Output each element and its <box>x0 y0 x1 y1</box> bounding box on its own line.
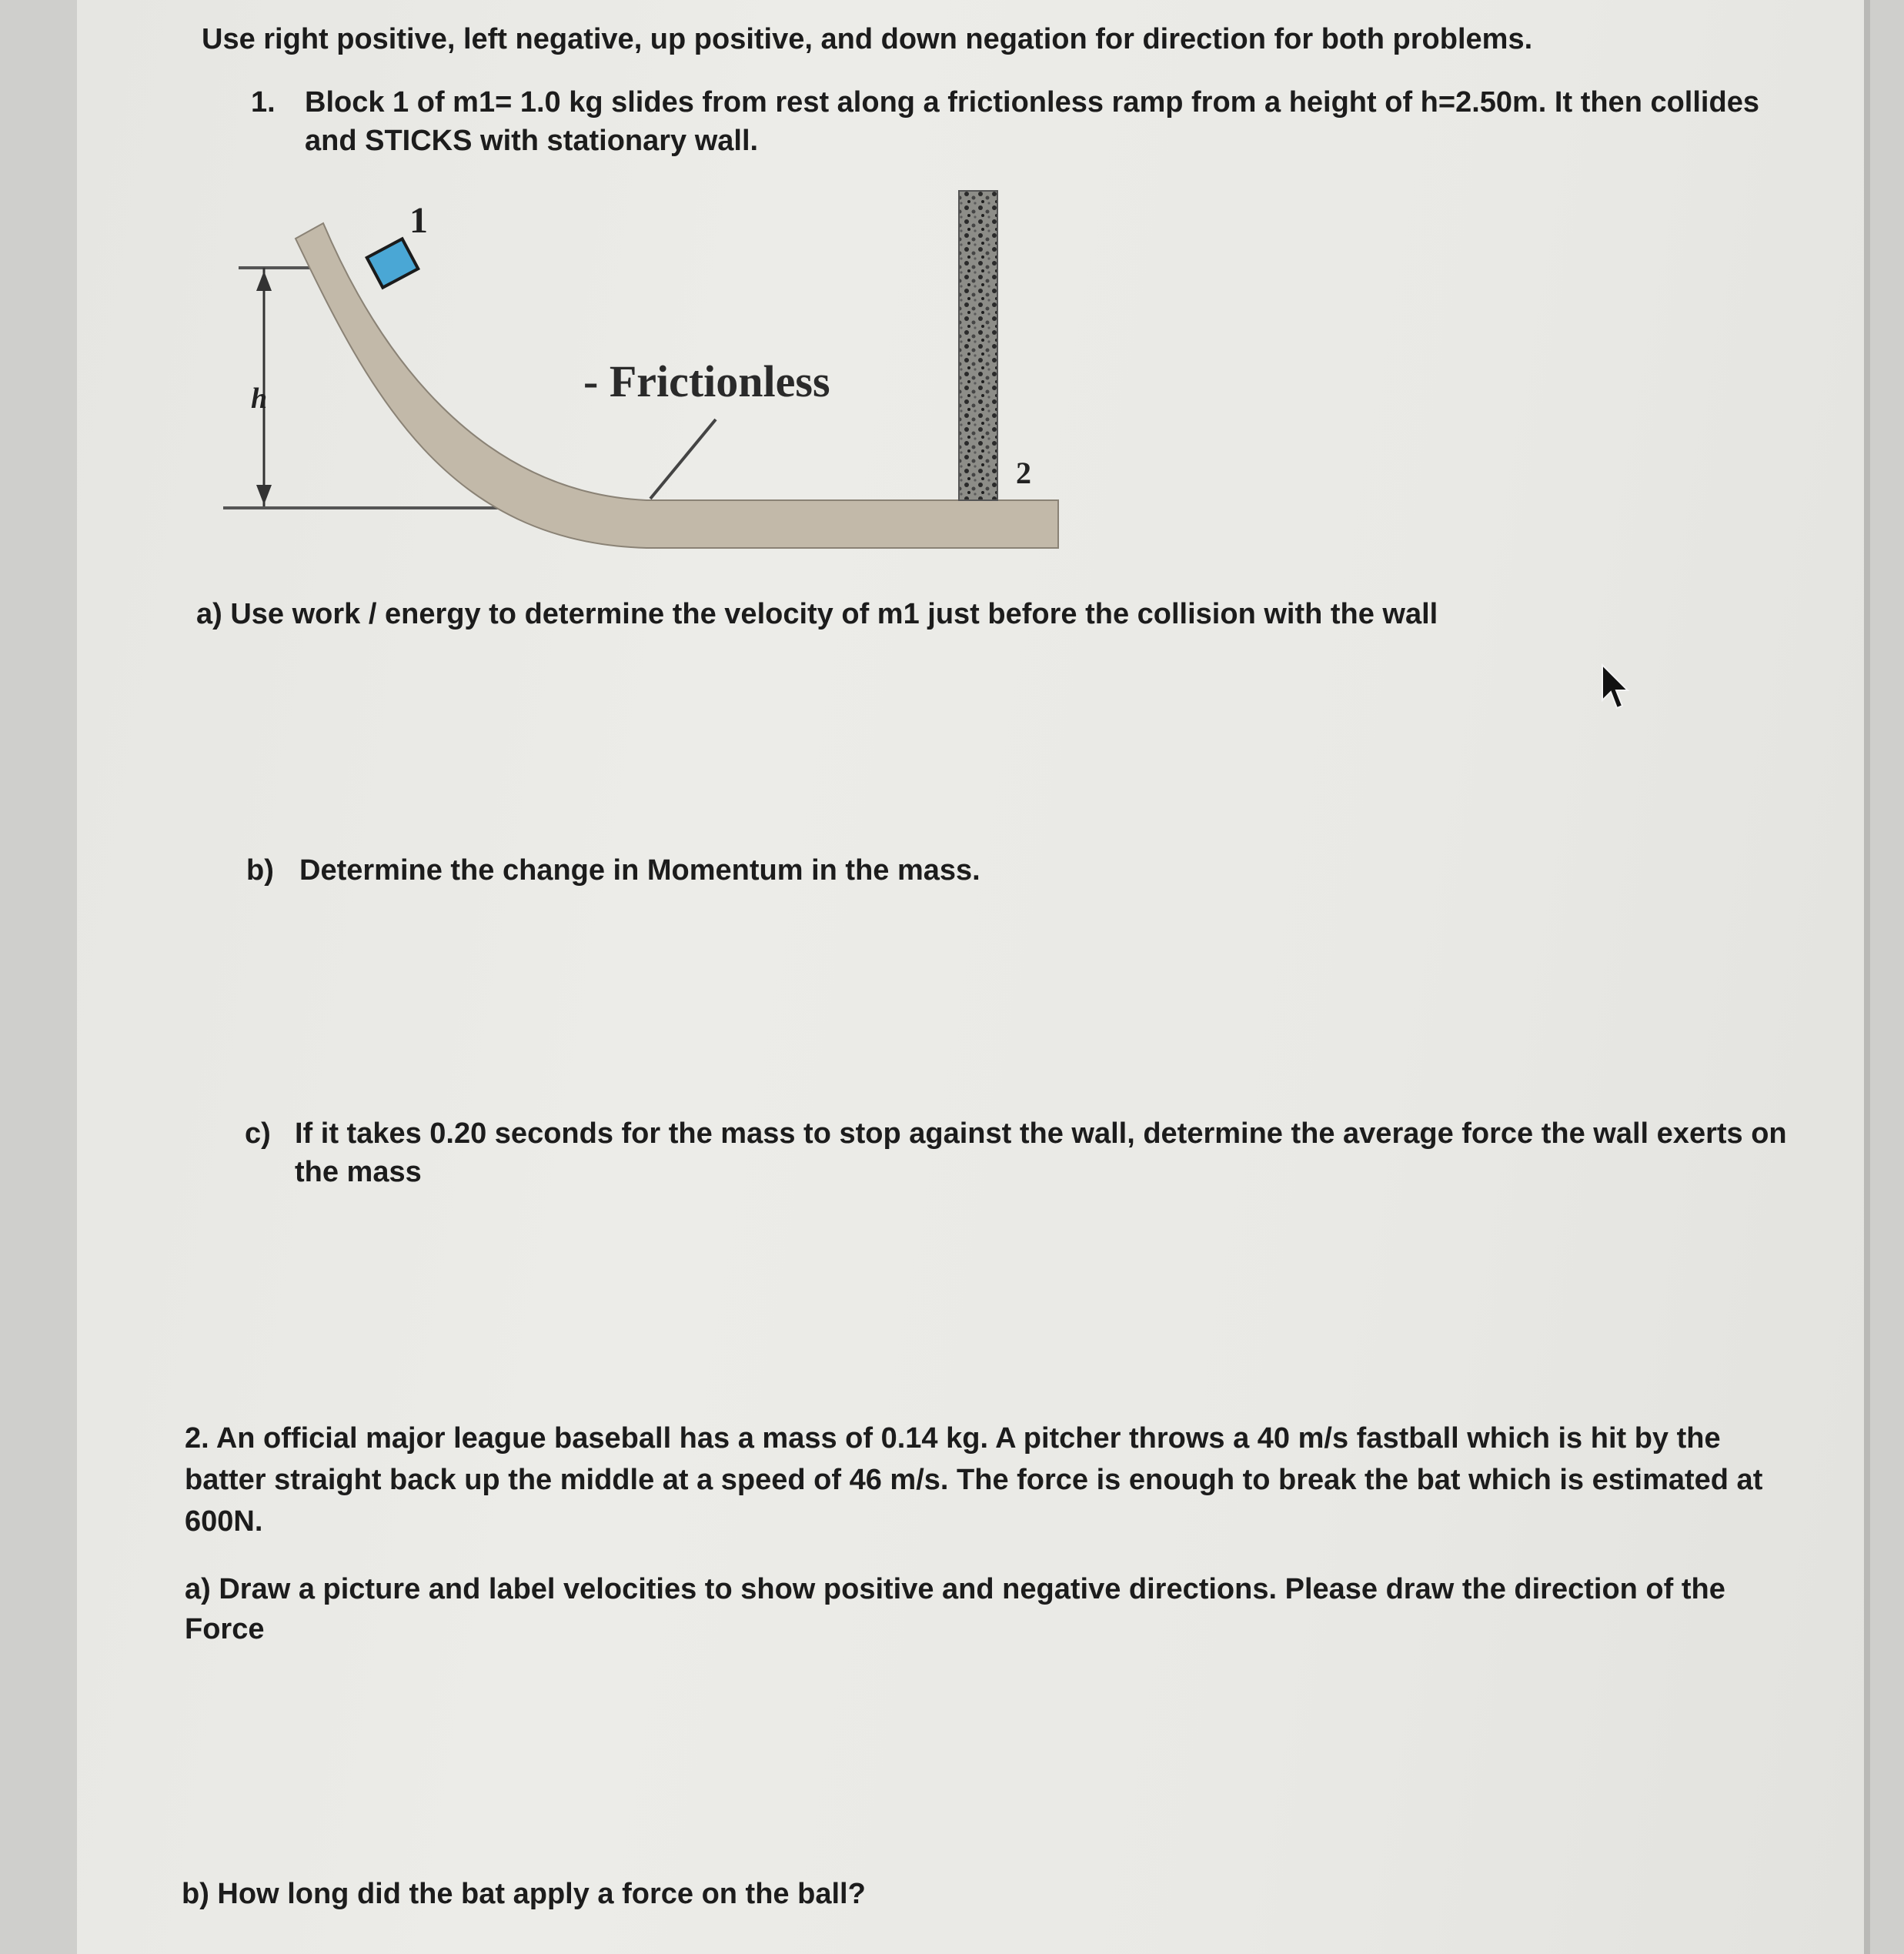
problem-2a-text-line-2: Force <box>185 1613 265 1645</box>
problem-2b-text: b) How long did the bat apply a force on the ball? <box>182 1878 866 1910</box>
problem-1a-text: a) Use work / energy to determine the velocity of m1 just before the collision with the wall <box>196 598 1438 630</box>
problem-1c-text-line-1: If it takes 0.20 seconds for the mass to stop against the wall, determine the average force the wall exerts on <box>295 1117 1787 1150</box>
problem-1-text-line-1: Block 1 of m1= 1.0 kg slides from rest along a frictionless ramp from a height of h=2.50m. It then collides <box>305 86 1759 119</box>
label-leader-line <box>650 419 716 499</box>
arrow-up-icon <box>256 271 272 291</box>
problem-1-number: 1. <box>251 86 276 119</box>
problem-1b-letter: b) <box>246 854 274 887</box>
problem-1c-text-line-2: the mass <box>295 1156 422 1188</box>
problem-1c-letter: c) <box>245 1117 271 1150</box>
mouse-pointer-icon <box>1599 663 1630 713</box>
frictionless-label: - Frictionless <box>583 356 830 406</box>
stationary-wall <box>959 191 997 500</box>
ramp-diagram <box>215 177 1085 562</box>
block-1 <box>367 239 419 287</box>
wall-2-label: 2 <box>1016 456 1031 490</box>
problem-1b-text: Determine the change in Momentum in the mass. <box>299 854 980 887</box>
problem-1-text-line-2: and STICKS with stationary wall. <box>305 125 759 157</box>
page-edge <box>1864 0 1870 1954</box>
problem-2-text-line-1: 2. An official major league baseball has a mass of 0.14 kg. A pitcher throws a 40 m/s fastball which is hit by the <box>185 1422 1721 1455</box>
arrow-down-icon <box>256 485 272 505</box>
instructions-text: Use right positive, left negative, up positive, and down negation for direction for both problems. <box>202 23 1533 55</box>
block-1-label: 1 <box>409 200 428 241</box>
problem-2-text-line-3: 600N. <box>185 1505 263 1538</box>
problem-2-text-line-2: batter straight back up the middle at a speed of 46 m/s. The force is enough to break the bat which is estimated at <box>185 1464 1763 1496</box>
height-label: h <box>251 382 268 415</box>
problem-2a-text-line-1: a) Draw a picture and label velocities to show positive and negative directions. Please draw the direction of the <box>185 1573 1725 1605</box>
